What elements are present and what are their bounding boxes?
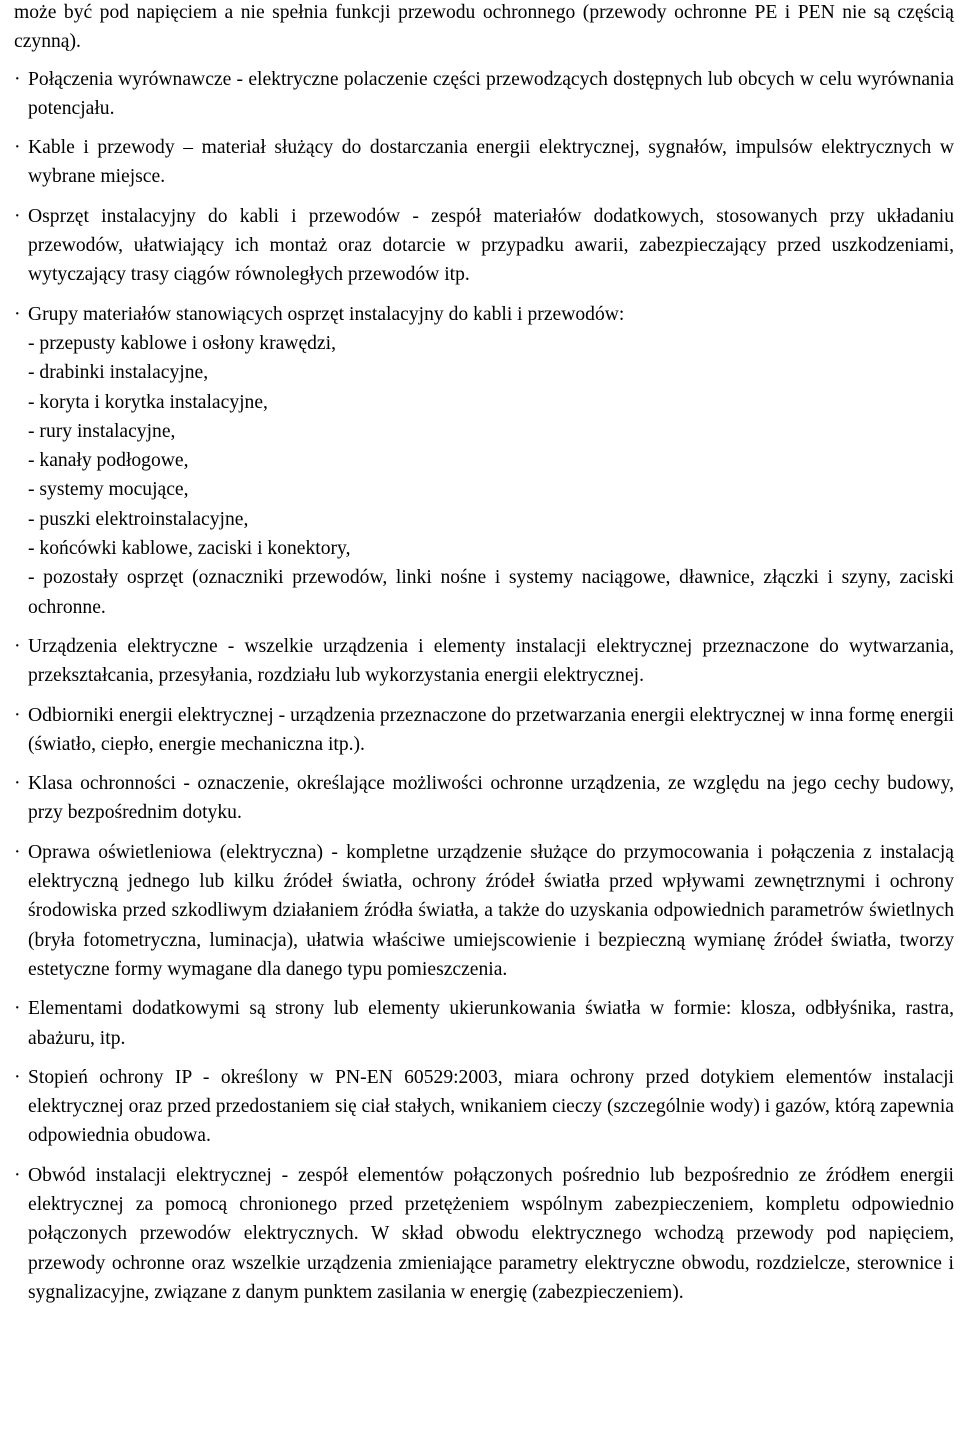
definition-item-polaczenia-wyrownawcze bbox=[14, 65, 954, 124]
material-groups-list bbox=[28, 329, 954, 622]
definition-item-urzadzenia-elektryczne bbox=[14, 632, 954, 691]
list-item: - końcówki kablowe, zaciski i konektory, bbox=[28, 538, 351, 560]
list-item: - pozostały osprzęt (oznaczniki przewodów, linki nośne i systemy naciągowe, dławnice, złączki i szyny, zaciski ochronne. bbox=[28, 567, 954, 618]
bullet-dot: · bbox=[14, 303, 21, 325]
list-item: - systemy mocujące, bbox=[28, 479, 189, 501]
bullet-dot: · bbox=[14, 68, 21, 90]
list-item: - rury instalacyjne, bbox=[28, 420, 176, 442]
definition-item-grupy-materialow bbox=[14, 300, 954, 622]
bullet-dot: · bbox=[14, 998, 21, 1020]
definition-item-obwod-instalacji bbox=[14, 1161, 954, 1307]
spacer bbox=[14, 759, 954, 769]
definition-text: Klasa ochronności - oznaczenie, określające możliwości ochronne urządzenia, ze względu na jego cechy budowy, przy bezpośrednim dotyku. bbox=[28, 773, 954, 824]
bullet-dot: · bbox=[14, 635, 21, 657]
spacer bbox=[14, 828, 954, 838]
definition-text: Połączenia wyrównawcze - elektryczne polaczenie części przewodzących dostępnych lub obcych w celu wyrównania potencjału. bbox=[28, 68, 954, 119]
bullet-dot: · bbox=[14, 841, 21, 863]
definition-text: Osprzęt instalacyjny do kabli i przewodów - zespół materiałów dodatkowych, stosowanych przy układaniu przewodów, ułatwiający ich montaż oraz dotarcie w przypadku awarii, zabezpieczający przed uszkodzeniami, wytyczający trasy ciągów równoległych przewodów itp. bbox=[28, 205, 954, 286]
definition-item-oprawa-oswietleniowa bbox=[14, 838, 954, 984]
bullet-dot: · bbox=[14, 205, 21, 227]
spacer bbox=[14, 192, 954, 202]
bullet-dot: · bbox=[14, 137, 21, 159]
definition-text: Obwód instalacji elektrycznej - zespół elementów połączonych pośrednio lub bezpośrednio ze źródłem energii elektrycznej za pomocą chronionego przed przetężeniem wspólnym zabezpieczeniem, kompletu odpowiednio połączonych przewodów elektrycznych. W skład obwodu elektrycznego wchodzą przewody pod napięciem, przewody ochronne oraz wszelkie urządzenia zmieniające parametry elektryczne obwodu, rozdzielcze, sterownice i sygnalizacyjne, związane z danym punktem zasilania w energię (zabezpieczeniem). bbox=[28, 1164, 954, 1303]
definition-text: Oprawa oświetleniowa (elektryczna) - kompletne urządzenie służące do przymocowania i połączenia z instalacją elektryczną jednego lub kilku źródeł światła, ochrony źródeł światła przed wpływami zewnętrznymi i ochrony środowiska przed szkodliwym działaniem źródła światła, a także do uzyskania odpowiednich parametrów świetlnych (bryła fotometryczna, luminacja), ułatwia właściwe umiejscowienie i bezpieczną wymianę źródeł światła, tworzy estetyczne formy wymagane dla danego typu pomieszczenia. bbox=[28, 841, 954, 980]
spacer bbox=[14, 57, 954, 65]
list-item: - przepusty kablowe i osłony krawędzi, bbox=[28, 332, 336, 354]
bullet-dot: · bbox=[14, 1066, 21, 1088]
definition-text: Elementami dodatkowymi są strony lub elementy ukierunkowania światła w formie: klosza, odbłyśnika, rastra, abażuru, itp. bbox=[28, 998, 954, 1049]
list-item: - drabinki instalacyjne, bbox=[28, 362, 209, 384]
spacer bbox=[14, 290, 954, 300]
definition-text: Kable i przewody – materiał służący do dostarczania energii elektrycznej, sygnałów, impulsów elektrycznych w wybrane miejsce. bbox=[28, 137, 954, 188]
list-item: - puszki elektroinstalacyjne, bbox=[28, 508, 249, 530]
spacer bbox=[14, 984, 954, 994]
definition-item-elementy-dodatkowe bbox=[14, 994, 954, 1053]
definition-item-klasa-ochronnosci bbox=[14, 769, 954, 828]
definition-text: Odbiorniki energii elektrycznej - urządzenia przeznaczone do przetwarzania energii elektrycznej w inna formę energii (światło, ciepło, energie mechaniczna itp.). bbox=[28, 704, 954, 755]
continuation-paragraph: może być pod napięciem a nie spełnia funkcji przewodu ochronnego (przewody ochronne PE i PEN nie są częścią czynną). bbox=[14, 2, 954, 53]
list-item: - kanały podłogowe, bbox=[28, 450, 189, 472]
list-item: - koryta i korytka instalacyjne, bbox=[28, 391, 268, 413]
bullet-dot: · bbox=[14, 704, 21, 726]
spacer bbox=[14, 1053, 954, 1063]
bullet-dot: · bbox=[14, 773, 21, 795]
document-page bbox=[14, 0, 954, 1307]
spacer bbox=[14, 1151, 954, 1161]
spacer bbox=[14, 622, 954, 632]
definition-text: Urządzenia elektryczne - wszelkie urządzenia i elementy instalacji elektrycznej przeznaczone do wytwarzania, przekształcania, przesyłania, rozdziału lub wykorzystania energii elektrycznej. bbox=[28, 635, 954, 687]
spacer bbox=[14, 123, 954, 133]
spacer bbox=[14, 691, 954, 701]
definition-text: Grupy materiałów stanowiących osprzęt instalacyjny do kabli i przewodów: bbox=[28, 303, 625, 325]
bullet-dot: · bbox=[14, 1164, 21, 1186]
definition-item-odbiorniki-energii bbox=[14, 701, 954, 760]
definition-text: Stopień ochrony IP - określony w PN-EN 60529:2003, miara ochrony przed dotykiem elementów instalacji elektrycznej oraz przed przedostaniem się ciał stałych, wnikaniem cieczy (szczególnie wody) i gazów, którą zapewnia odpowiednia obudowa. bbox=[28, 1066, 954, 1147]
definition-item-kable-i-przewody bbox=[14, 133, 954, 192]
definition-item-stopien-ochrony-ip bbox=[14, 1063, 954, 1151]
definition-item-osprzet-instalacyjny bbox=[14, 202, 954, 290]
